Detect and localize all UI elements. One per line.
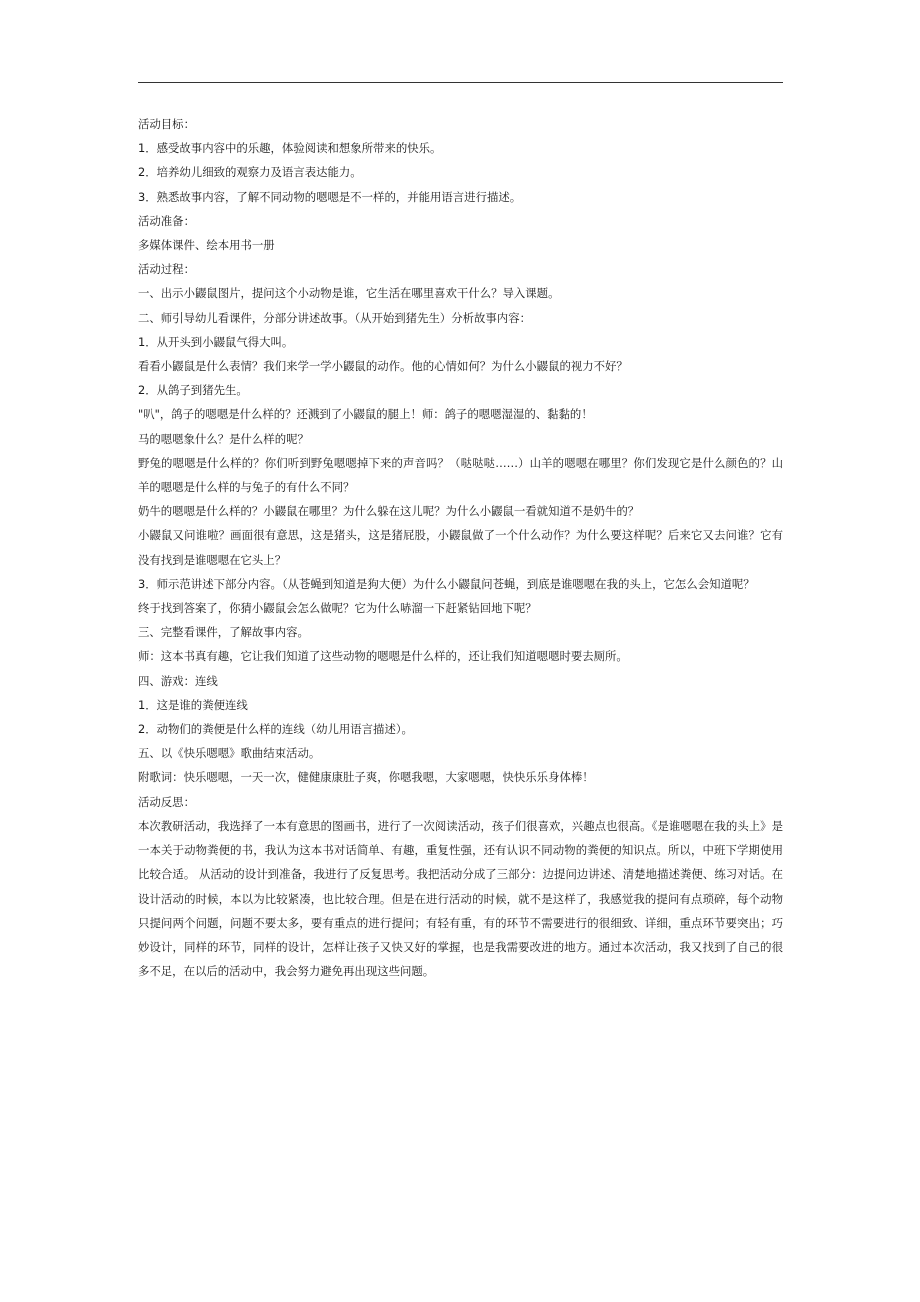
process-step-3: 三、完整看课件，了解故事内容。 — [138, 625, 309, 640]
process-step-5: 五、以《快乐嗯嗯》歌曲结束活动。 — [138, 746, 321, 761]
process-paragraph: 师：这本书真有趣，它让我们知道了这些动物的嗯嗯是什么样的，还让我们知道嗯嗯时要去厕所。 — [138, 649, 628, 664]
document-body — [138, 112, 783, 983]
process-paragraph: 小鼹鼠又问谁啦？画面很有意思，这是猪头，这是猪屁股，小鼹鼠做了一个什么动作？为什么要这样呢？后来它又去问谁？它有没有找到是谁嗯嗯在它头上？ — [138, 528, 783, 567]
process-substep-1: 1．从开头到小鼹鼠气得大叫。 — [138, 334, 294, 349]
goal-item-2: 2．培养幼儿细致的观察力及语言表达能力。 — [138, 165, 362, 180]
section-heading-preparation: 活动准备： — [138, 213, 195, 228]
preparation-text: 多媒体课件、绘本用书一册 — [138, 238, 275, 253]
header-rule — [138, 82, 783, 83]
section-heading-process: 活动过程： — [138, 262, 195, 277]
game-item-1: 1．这是谁的粪便连线 — [138, 697, 248, 712]
process-step-1: 一、出示小鼹鼠图片，提问这个小动物是谁，它生活在哪里喜欢干什么？导入课题。 — [138, 286, 560, 301]
process-substep-3: 3．师示范讲述下部分内容。（从苍蝇到知道是狗大便）为什么小鼹鼠问苍蝇，到底是谁嗯嗯在我的头上，它怎么会知道呢？ — [138, 576, 755, 591]
goal-item-1: 1．感受故事内容中的乐趣，体验阅读和想象所带来的快乐。 — [138, 141, 442, 156]
process-paragraph: "叭"，鸽子的嗯嗯是什么样的？还溅到了小鼹鼠的腿上！师：鸽子的嗯嗯湿湿的、黏黏的！ — [138, 407, 593, 422]
section-heading-reflection: 活动反思： — [138, 794, 195, 809]
reflection-paragraph: 本次教研活动，我选择了一本有意思的图画书，进行了一次阅读活动，孩子们很喜欢，兴趣点也很高。《是谁嗯嗯在我的头上》是一本关于动物粪便的书，我认为这本书对话简单、有趣，重复性强，还有认识不同动物的粪便的知识点。所以，中班下学期使用比较合适。 从活动的设计到准备，我进行了反复思考。我把活动分成了三部分：边提问边讲述、清楚地描述粪便、练习对话。在设计活动的时候，本以为比较紧凑，也比较合理。但是在进行活动的时候，就不是这样了，我感觉我的提问有点琐碎，每个动物只提问两个问题，问题不要太多，要有重点的进行提问；有轻有重，有的环节不需要进行的很细致、详细，重点环节要突出；巧妙设计，同样的环节，同样的设计，怎样让孩子又快又好的掌握，也是我需要改进的地方。通过本次活动，我又找到了自己的很多不足，在以后的活动中，我会努力避免再出现这些问题。 — [138, 818, 783, 979]
process-paragraph: 看看小鼹鼠是什么表情？我们来学一学小鼹鼠的动作。他的心情如何？为什么小鼹鼠的视力不好？ — [138, 359, 628, 374]
process-paragraph: 奶牛的嗯嗯是什么样的？小鼹鼠在哪里？为什么躲在这儿呢？为什么小鼹鼠一看就知道不是奶牛的？ — [138, 504, 640, 519]
process-paragraph: 马的嗯嗯象什么？是什么样的呢？ — [138, 431, 309, 446]
process-substep-2: 2．从鸽子到猪先生。 — [138, 383, 248, 398]
process-paragraph: 终于找到答案了，你猜小鼹鼠会怎么做呢？它为什么哧溜一下赶紧钻回地下呢？ — [138, 601, 537, 616]
process-step-4: 四、游戏：连线 — [138, 673, 218, 688]
process-step-2: 二、师引导幼儿看课件，分部分讲述故事。（从开始到猪先生）分析故事内容： — [138, 310, 531, 325]
goal-item-3: 3．熟悉故事内容，了解不同动物的嗯嗯是不一样的，并能用语言进行描述。 — [138, 189, 522, 204]
section-heading-goals: 活动目标： — [138, 117, 195, 131]
song-lyrics: 附歌词：快乐嗯嗯，一天一次，健健康康肚子爽，你嗯我嗯，大家嗯嗯，快快乐乐身体棒！ — [138, 770, 594, 785]
game-item-2: 2．动物们的粪便是什么样的连线（幼儿用语言描述）。 — [138, 722, 413, 737]
process-paragraph: 野兔的嗯嗯是什么样的？你们听到野兔嗯嗯掉下来的声音吗？（哒哒哒……）山羊的嗯嗯在哪里？你们发现它是什么颜色的？山羊的嗯嗯是什么样的与兔子的有什么不同？ — [138, 455, 783, 495]
